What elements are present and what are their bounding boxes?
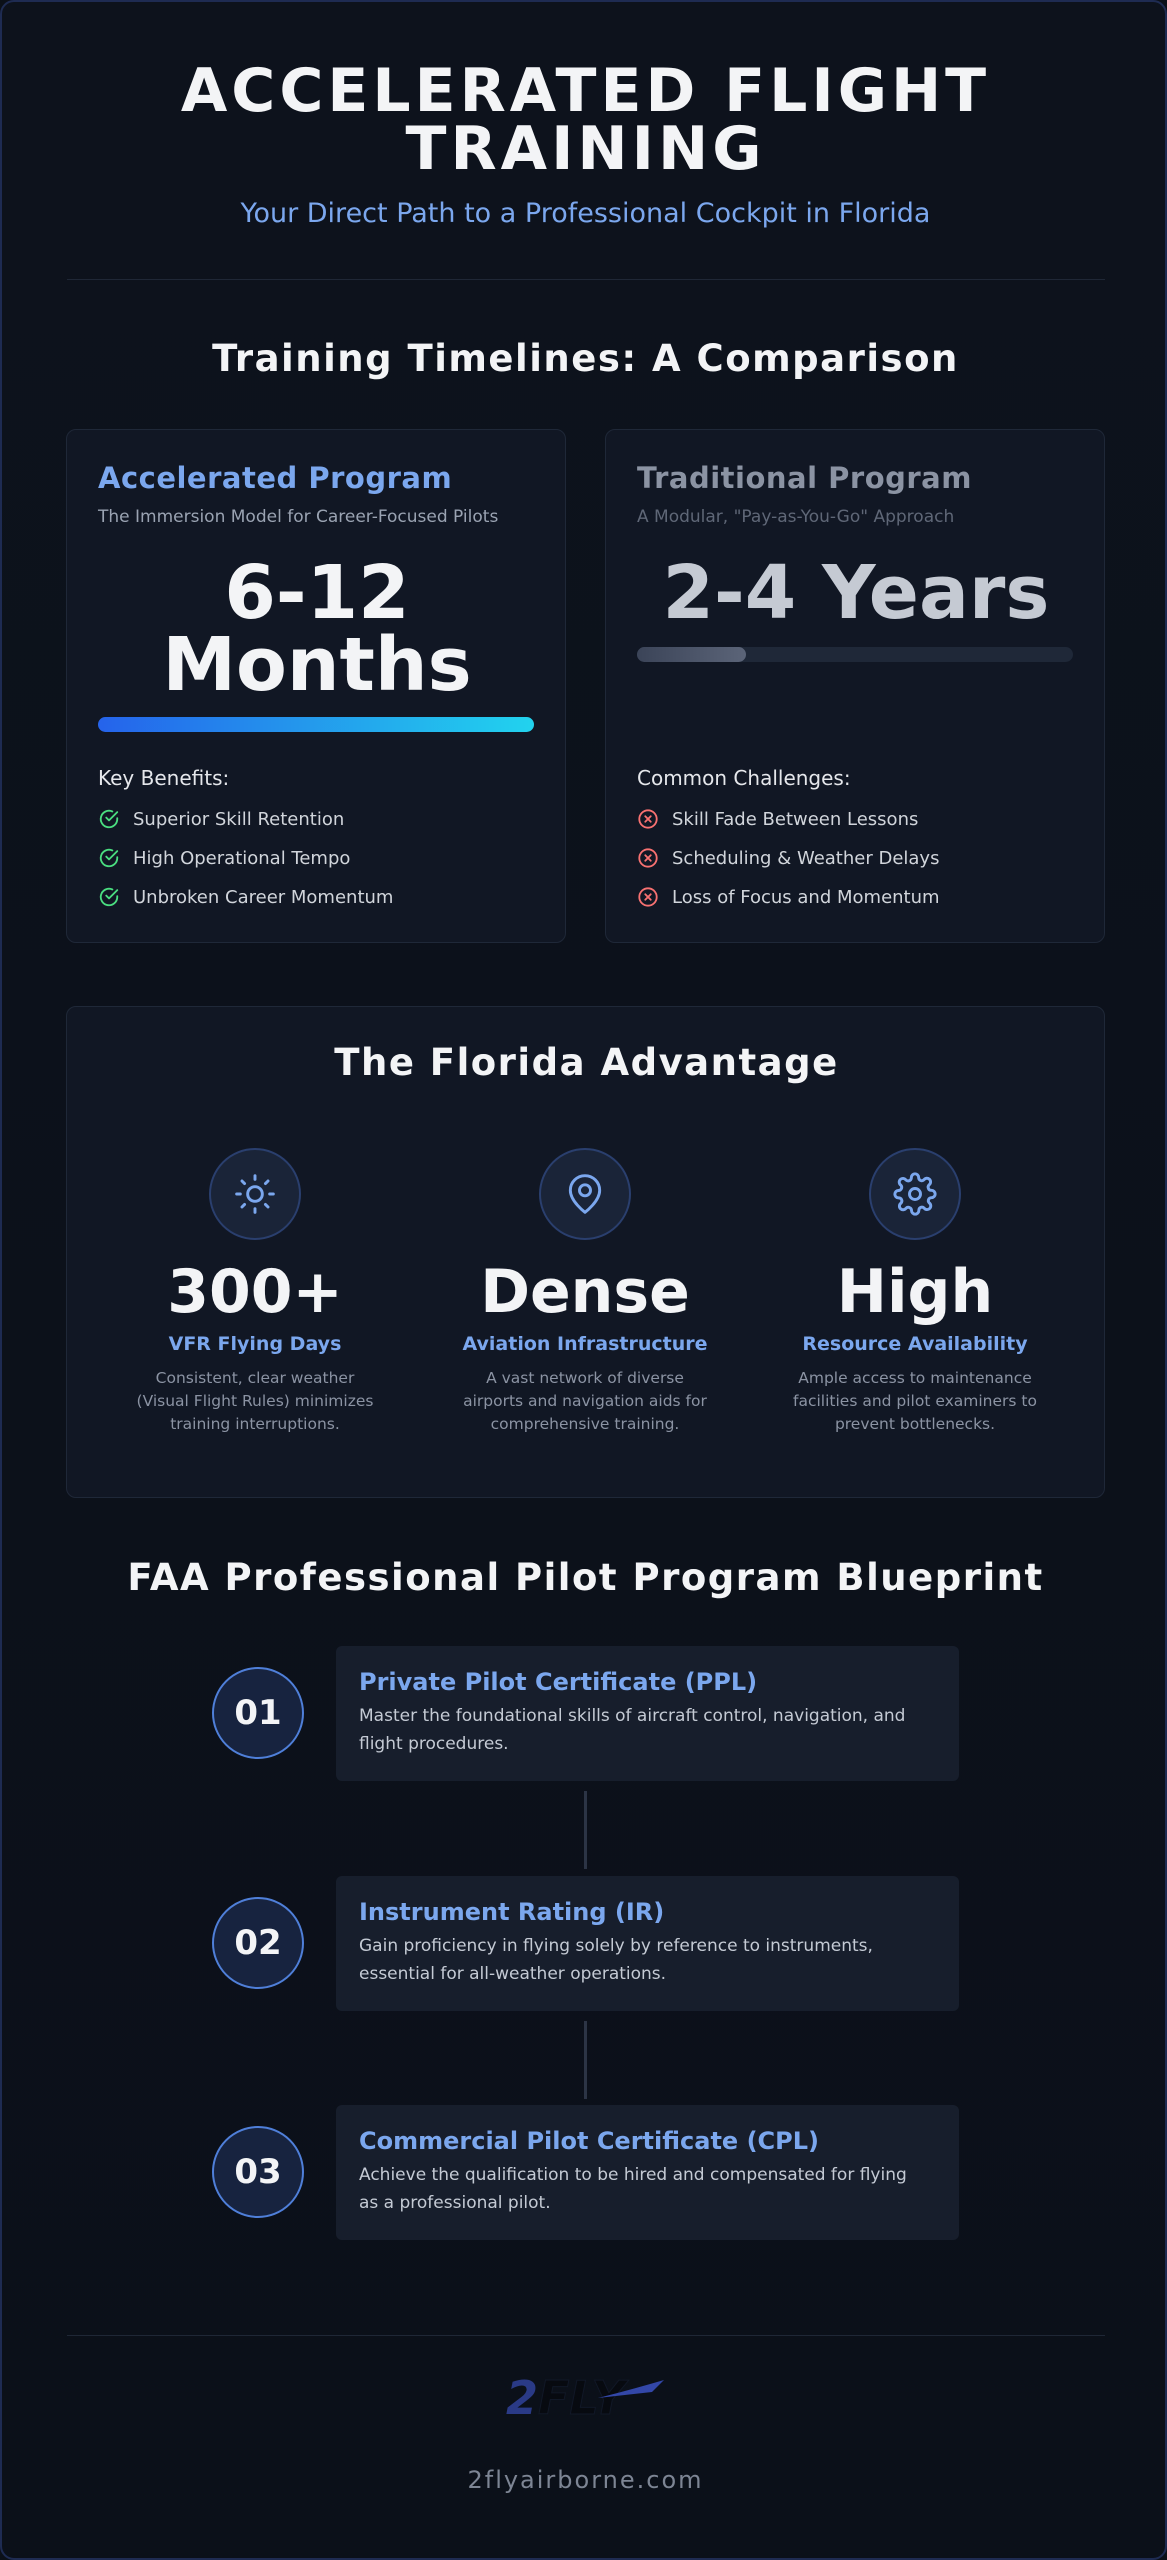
- florida-stat: High: [836, 1257, 994, 1327]
- challenges-heading: Common Challenges:: [637, 766, 851, 790]
- check-circle-icon: [98, 847, 120, 869]
- florida-advantage-card: [66, 1006, 1105, 1498]
- accelerated-program-card: [66, 429, 566, 943]
- benefit-item: [98, 847, 350, 869]
- description-line: Consistent, clear weather: [155, 1369, 355, 1387]
- description-line: (Visual Flight Rules) minimizes: [136, 1392, 374, 1410]
- blueprint-section-title: FAA Professional Pilot Program Blueprint: [127, 1556, 1044, 1599]
- step-connector: [584, 2021, 587, 2099]
- step-title: Instrument Rating (IR): [359, 1898, 665, 1926]
- description-line: Ample access to maintenance: [798, 1369, 1032, 1387]
- step-description: [359, 2161, 936, 2217]
- page-title-line-2: TRAINING: [405, 114, 766, 184]
- step-description: [359, 1702, 936, 1758]
- x-circle-icon: [637, 808, 659, 830]
- check-circle-icon: [98, 808, 120, 830]
- step-description: [359, 1932, 936, 1988]
- logo-mark-2: 2: [506, 2372, 539, 2425]
- website-url: 2flyairborne.com: [467, 2466, 704, 2494]
- description-line: Master the foundational skills of aircraft control, navigation, and: [359, 1706, 906, 1726]
- description-line: training interruptions.: [170, 1415, 340, 1433]
- florida-stat-label: Resource Availability: [802, 1333, 1028, 1355]
- accelerated-duration: [67, 550, 567, 708]
- challenge-item: [637, 847, 939, 869]
- page-subtitle: Your Direct Path to a Professional Cockpit in Florida: [240, 198, 931, 229]
- description-line: essential for all-weather operations.: [359, 1964, 667, 1984]
- description-line: prevent bottlenecks.: [834, 1415, 996, 1433]
- traditional-program-title: Traditional Program: [637, 461, 972, 495]
- florida-stat: Dense: [480, 1257, 690, 1327]
- comparison-section-title: Training Timelines: A Comparison: [212, 337, 959, 380]
- step-connector: [584, 1791, 587, 1869]
- challenge-item: [637, 886, 940, 908]
- accelerated-program-title: Accelerated Program: [98, 461, 453, 495]
- x-circle-icon: [637, 847, 659, 869]
- accelerated-program-subtitle: The Immersion Model for Career-Focused Pilots: [98, 507, 499, 527]
- description-line: as a professional pilot.: [359, 2193, 551, 2213]
- benefit-item: [98, 886, 393, 908]
- logo-mark-fly: FLY: [538, 2372, 625, 2425]
- florida-section-title: The Florida Advantage: [334, 1041, 839, 1084]
- step-title: Private Pilot Certificate (PPL): [359, 1668, 758, 1696]
- footer-divider: [67, 2335, 1105, 2336]
- brand-logo-graphic: [502, 2372, 672, 2426]
- step-number-badge: 01: [212, 1667, 304, 1759]
- step-card: [336, 1876, 959, 2011]
- challenge-item-label: Loss of Focus and Momentum: [672, 886, 940, 908]
- traditional-program-subtitle: A Modular, "Pay-as-You-Go" Approach: [637, 507, 955, 527]
- step-card: [336, 2105, 959, 2240]
- florida-stat-label: Aviation Infrastructure: [462, 1333, 708, 1355]
- step-title: Commercial Pilot Certificate (CPL): [359, 2127, 819, 2155]
- description-line: A vast network of diverse: [486, 1369, 684, 1387]
- description-line: airports and navigation aids for: [463, 1392, 707, 1410]
- benefit-item: [98, 808, 344, 830]
- benefit-item-label: Superior Skill Retention: [133, 808, 345, 830]
- brand-logo: [502, 2372, 672, 2426]
- accelerated-duration-value: 6-12: [224, 550, 410, 636]
- traditional-progress-fill: [637, 647, 746, 662]
- description-line: comprehensive training.: [490, 1415, 680, 1433]
- traditional-progress-bar: [637, 647, 1073, 662]
- gear-icon: [893, 1172, 937, 1216]
- description-line: Achieve the qualification to be hired and compensated for flying: [359, 2165, 907, 2185]
- accelerated-progress-fill: [98, 717, 534, 732]
- map-pin-icon: [563, 1172, 607, 1216]
- florida-stat-description: [95, 1367, 415, 1436]
- description-line: facilities and pilot examiners to: [793, 1392, 1037, 1410]
- description-line: flight procedures.: [359, 1734, 509, 1754]
- x-circle-icon: [637, 886, 659, 908]
- benefit-item-label: High Operational Tempo: [133, 847, 351, 869]
- step-number-badge: 03: [212, 2126, 304, 2218]
- description-line: Gain proficiency in flying solely by reference to instruments,: [359, 1936, 873, 1956]
- page-title: [2, 56, 1167, 184]
- florida-stat: 300+: [167, 1257, 343, 1327]
- divider: [67, 279, 1105, 280]
- challenge-item-label: Scheduling & Weather Delays: [672, 847, 940, 869]
- florida-icon-badge: [209, 1148, 301, 1240]
- challenge-item: [637, 808, 918, 830]
- florida-stat-description: [425, 1367, 745, 1436]
- step-number-badge: 02: [212, 1897, 304, 1989]
- sun-icon: [233, 1172, 277, 1216]
- benefit-item-label: Unbroken Career Momentum: [133, 886, 394, 908]
- check-circle-icon: [98, 886, 120, 908]
- florida-icon-badge: [869, 1148, 961, 1240]
- traditional-program-card: [605, 429, 1105, 943]
- benefits-heading: Key Benefits:: [98, 766, 230, 790]
- page-title-line-1: ACCELERATED FLIGHT: [180, 56, 991, 126]
- accelerated-duration-unit: Months: [162, 622, 472, 708]
- florida-icon-badge: [539, 1148, 631, 1240]
- traditional-duration: 2-4 Years: [662, 550, 1050, 636]
- accelerated-progress-bar: [98, 717, 534, 732]
- challenge-item-label: Skill Fade Between Lessons: [672, 808, 919, 830]
- step-card: [336, 1646, 959, 1781]
- florida-stat-label: VFR Flying Days: [168, 1333, 342, 1355]
- florida-stat-description: [755, 1367, 1075, 1436]
